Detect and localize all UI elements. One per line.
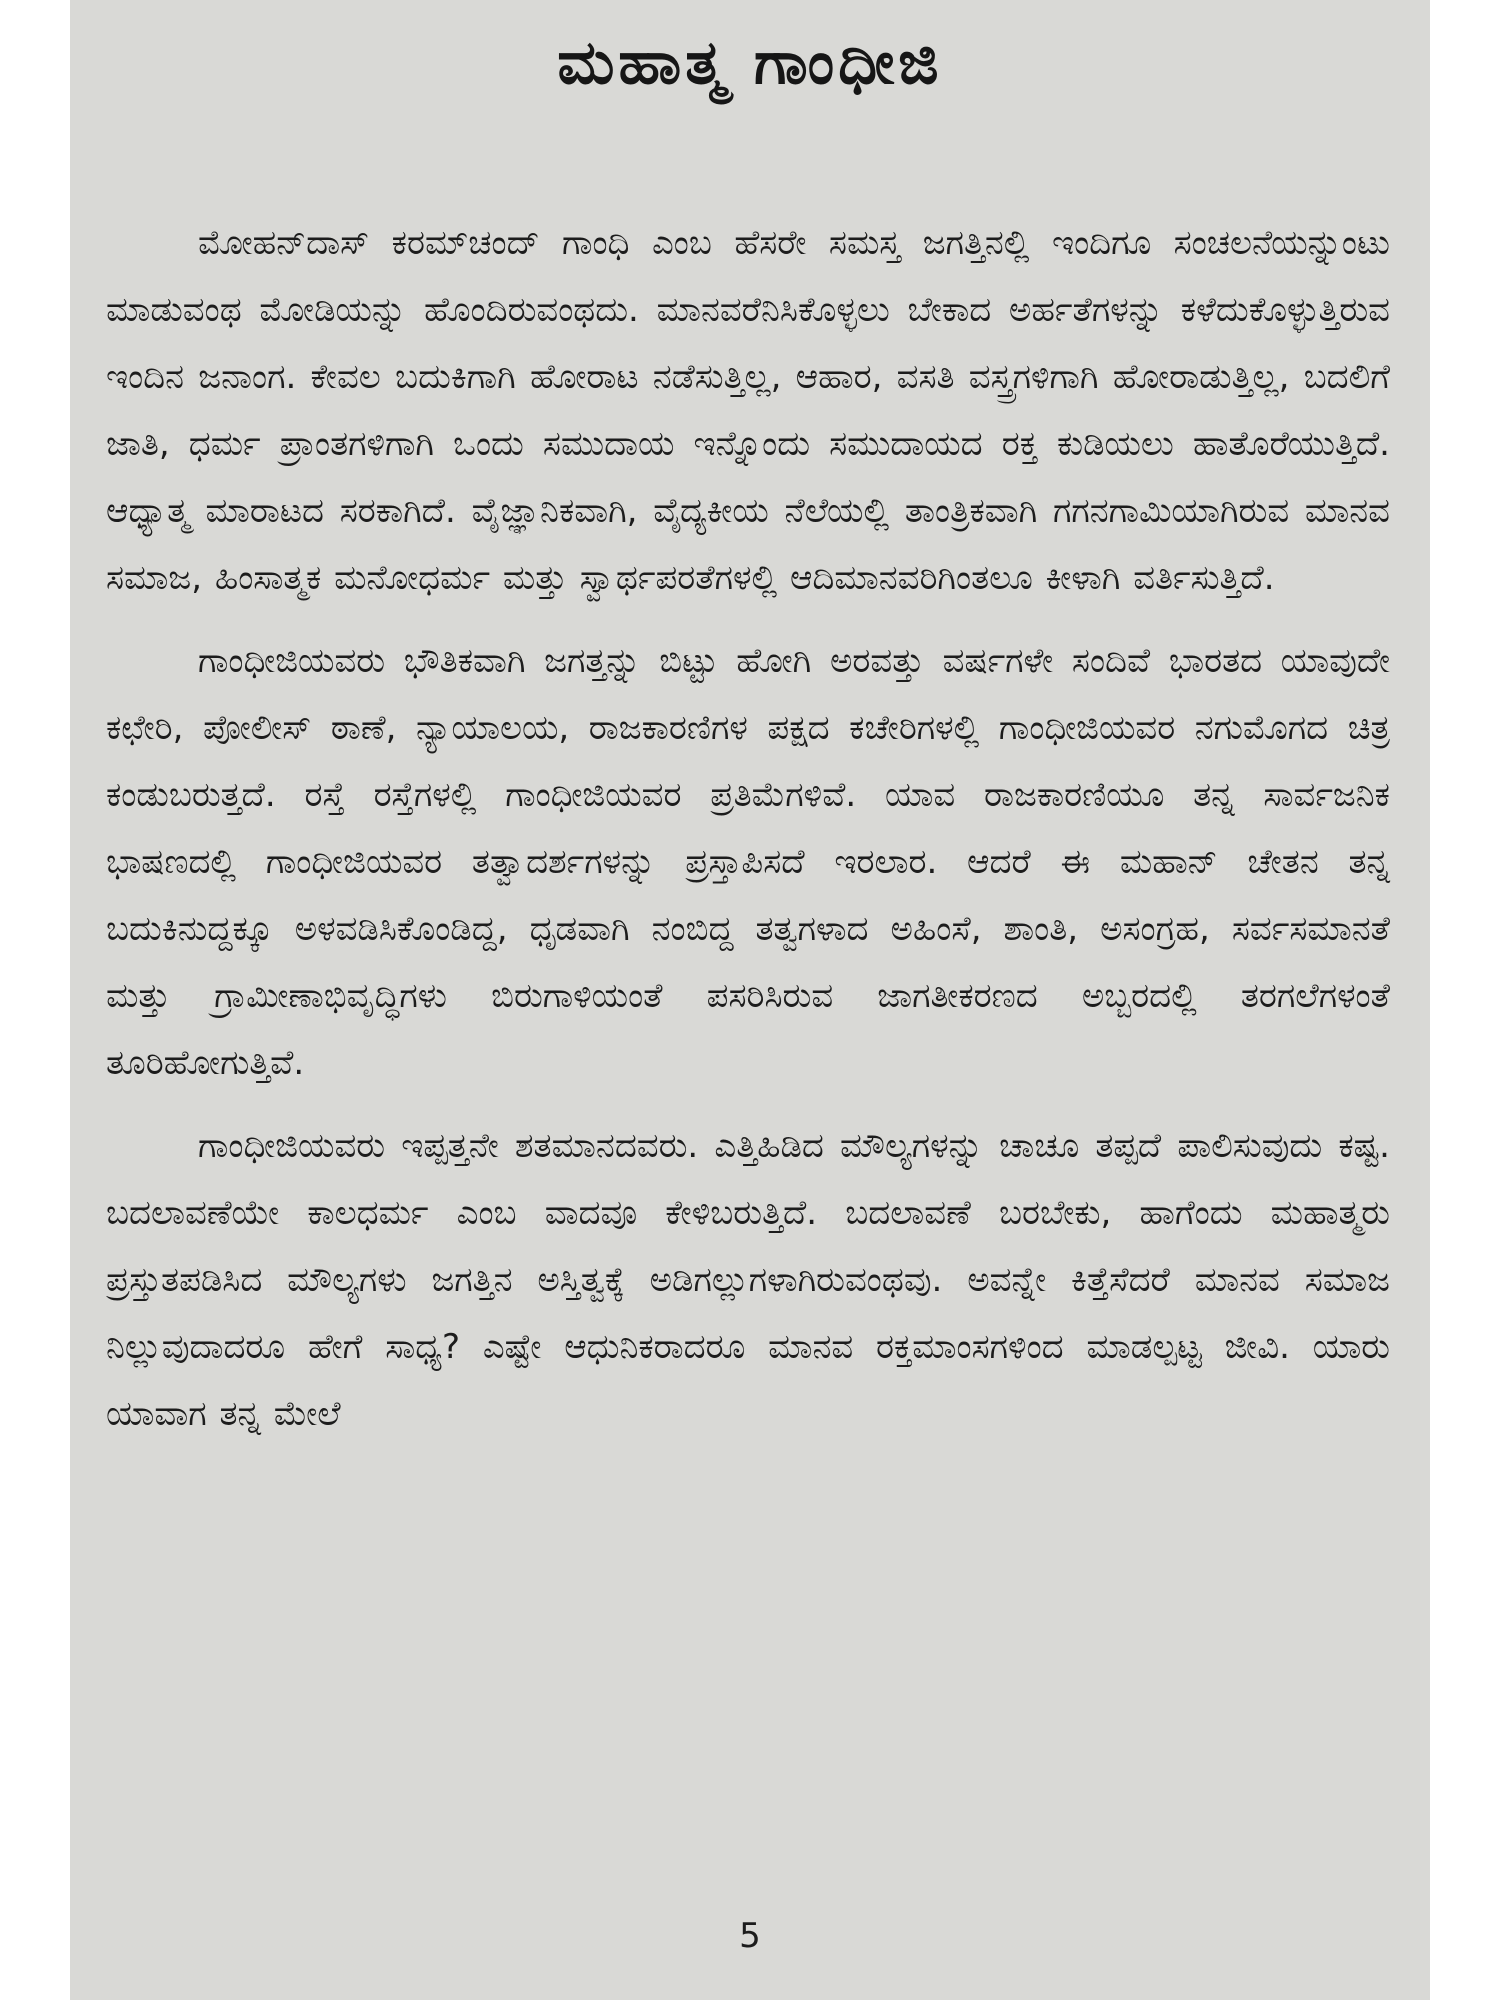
paragraph-2: ಗಾಂಧೀಜಿಯವರು ಭೌತಿಕವಾಗಿ ಜಗತ್ತನ್ನು ಬಿಟ್ಟು ಹೋಗಿ ಅರವತ್ತು ವರ್ಷಗಳೇ ಸಂದಿವೆ ಭಾರತದ ಯಾವುದೇ ಕಛೇರಿ, ಪೋಲೀಸ್ ಠಾಣೆ, ನ್ಯಾಯಾಲಯ, ರಾಜಕಾರಣಿಗಳ ಪಕ್ಷದ ಕಚೇರಿಗಳಲ್ಲಿ ಗಾಂಧೀಜಿಯವರ ನಗುಮೊಗದ ಚಿತ್ರ ಕಂಡುಬರುತ್ತದೆ. ರಸ್ತೆ ರಸ್ತೆಗಳಲ್ಲಿ ಗಾಂಧೀಜಿಯವರ ಪ್ರತಿಮೆಗಳಿವೆ. ಯಾವ ರಾಜಕಾರಣಿಯೂ ತನ್ನ ಸಾರ್ವಜನಿಕ ಭಾಷಣದಲ್ಲಿ ಗಾಂಧೀಜಿಯವರ ತತ್ವಾದರ್ಶಗಳನ್ನು ಪ್ರಸ್ತಾಪಿಸದೆ ಇರಲಾರ. ಆದರೆ ಈ ಮಹಾನ್ ಚೇತನ ತನ್ನ ಬದುಕಿನುದ್ದಕ್ಕೂ ಅಳವಡಿಸಿಕೊಂಡಿದ್ದ, ಧೃಡವಾಗಿ ನಂಬಿದ್ದ ತತ್ವಗಳಾದ ಅಹಿಂಸೆ, ಶಾಂತಿ, ಅಸಂಗ್ರಹ, ಸರ್ವಸಮಾನತೆ ಮತ್ತು ಗ್ರಾಮೀಣಾಭಿವೃದ್ಧಿಗಳು ಬಿರುಗಾಳಿಯಂತೆ ಪಸರಿಸಿರುವ ಜಾಗತೀಕರಣದ ಅಬ್ಬರದಲ್ಲಿ ತರಗಲೆಗಳಂತೆ ತೂರಿಹೋಗುತ್ತಿವೆ.: [106, 641, 1390, 1083]
scanned-page: [70, 0, 1430, 2000]
page-number: 5: [739, 1916, 761, 1956]
paragraph-1: ಮೋಹನ್‌ದಾಸ್ ಕರಮ್‌ಚಂದ್ ಗಾಂಧಿ ಎಂಬ ಹೆಸರೇ ಸಮಸ್ತ ಜಗತ್ತಿನಲ್ಲಿ ಇಂದಿಗೂ ಸಂಚಲನೆಯನ್ನುಂಟು ಮಾಡುವಂಥ ಮೋಡಿಯನ್ನು ಹೊಂದಿರುವಂಥದು. ಮಾನವರೆನಿಸಿಕೊಳ್ಳಲು ಬೇಕಾದ ಅರ್ಹತೆಗಳನ್ನು ಕಳೆದುಕೊಳ್ಳುತ್ತಿರುವ ಇಂದಿನ ಜನಾಂಗ. ಕೇವಲ ಬದುಕಿಗಾಗಿ ಹೋರಾಟ ನಡೆಸುತ್ತಿಲ್ಲ, ಆಹಾರ, ವಸತಿ ವಸ್ತ್ರಗಳಿಗಾಗಿ ಹೋರಾಡುತ್ತಿಲ್ಲ, ಬದಲಿಗೆ ಜಾತಿ, ಧರ್ಮ ಪ್ರಾಂತಗಳಿಗಾಗಿ ಒಂದು ಸಮುದಾಯ ಇನ್ನೊಂದು ಸಮುದಾಯದ ರಕ್ತ ಕುಡಿಯಲು ಹಾತೊರೆಯುತ್ತಿದೆ. ಆಧ್ಯಾತ್ಮ ಮಾರಾಟದ ಸರಕಾಗಿದೆ. ವೈಜ್ಞಾನಿಕವಾಗಿ, ವೈದ್ಯಕೀಯ ನೆಲೆಯಲ್ಲಿ ತಾಂತ್ರಿಕವಾಗಿ ಗಗನಗಾಮಿಯಾಗಿರುವ ಮಾನವ ಸಮಾಜ, ಹಿಂಸಾತ್ಮಕ ಮನೋಧರ್ಮ ಮತ್ತು ಸ್ವಾರ್ಥಪರತೆಗಳಲ್ಲಿ ಆದಿಮಾನವರಿಗಿಂತಲೂ ಕೀಳಾಗಿ ವರ್ತಿಸುತ್ತಿದೆ.: [106, 223, 1390, 598]
page-title: ಮಹಾತ್ಮ ಗಾಂಧೀಜಿ: [557, 28, 943, 98]
paragraph-3: ಗಾಂಧೀಜಿಯವರು ಇಪ್ಪತ್ತನೇ ಶತಮಾನದವರು. ಎತ್ತಿಹಿಡಿದ ಮೌಲ್ಯಗಳನ್ನು ಚಾಚೂ ತಪ್ಪದೆ ಪಾಲಿಸುವುದು ಕಷ್ಟ. ಬದಲಾವಣೆಯೇ ಕಾಲಧರ್ಮ ಎಂಬ ವಾದವೂ ಕೇಳಿಬರುತ್ತಿದೆ. ಬದಲಾವಣೆ ಬರಬೇಕು, ಹಾಗೆಂದು ಮಹಾತ್ಮರು ಪ್ರಸ್ತುತಪಡಿಸಿದ ಮೌಲ್ಯಗಳು ಜಗತ್ತಿನ ಅಸ್ತಿತ್ವಕ್ಕೆ ಅಡಿಗಲ್ಲುಗಳಾಗಿರುವಂಥವು. ಅವನ್ನೇ ಕಿತ್ತೆಸೆದರೆ ಮಾನವ ಸಮಾಜ ನಿಲ್ಲುವುದಾದರೂ ಹೇಗೆ ಸಾಧ್ಯ? ಎಷ್ಟೇ ಆಧುನಿಕರಾದರೂ ಮಾನವ ರಕ್ತಮಾಂಸಗಳಿಂದ ಮಾಡಲ್ಪಟ್ಟ ಜೀವಿ. ಯಾರು ಯಾವಾಗ ತನ್ನ ಮೇಲೆ: [106, 1126, 1390, 1434]
article-body: [106, 210, 1390, 1464]
